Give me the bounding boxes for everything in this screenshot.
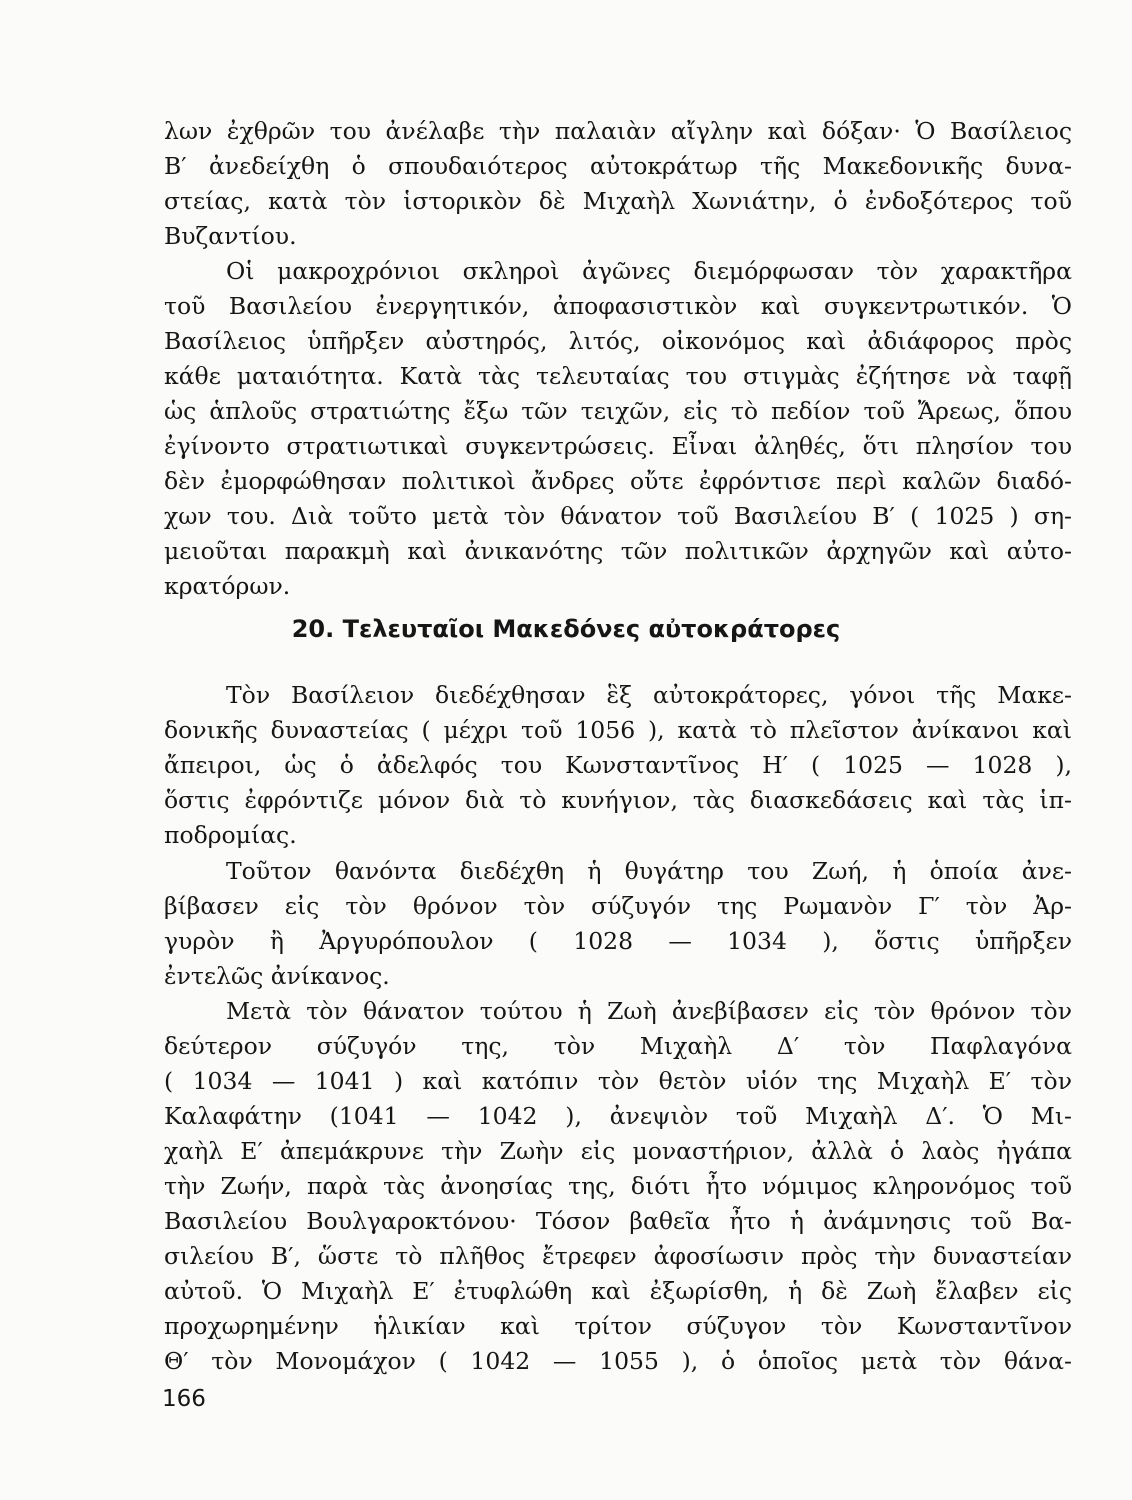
text-line: προχωρημένην ἡλικίαν καὶ τρίτον σύζυγον τὸν Κωνσταντῖνον [164,1312,1072,1340]
text-line: Θ′ τὸν Μονομάχον ( 1042 — 1055 ), ὁ ὁποῖος μετὰ τὸν θάνα- [164,1347,1072,1375]
text-line: ἐγίνοντο στρατιωτικαὶ συγκεντρώσεις. Εἶναι ἀληθές, ὅτι πλησίον του [164,432,1072,460]
paragraph-first-line: Τὸν Βασίλειον διεδέχθησαν ἓξ αὐτοκράτορες, γόνοι τῆς Μακε- [226,681,1072,709]
text-line: χαὴλ Ε′ ἀπεμάκρυνε τὴν Ζωὴν εἰς μοναστήριον, ἀλλὰ ὁ λαὸς ἠγάπα [164,1137,1072,1165]
section-heading: 20. Τελευταῖοι Μακεδόνες αὐτοκράτορες [291,615,841,643]
text-line: δὲν ἐμορφώθησαν πολιτικοὶ ἄνδρες οὔτε ἐφρόντισε περὶ καλῶν διαδό- [164,467,1072,495]
text-line: στείας, κατὰ τὸν ἱστορικὸν δὲ Μιχαὴλ Χωνιάτην, ὁ ἐνδοξότερος τοῦ [164,187,1072,215]
text-line: γυρὸν ἢ Ἀργυρόπουλον ( 1028 — 1034 ), ὅστις ὑπῆρξεν [164,927,1072,955]
text-line: Καλαφάτην (1041 — 1042 ), ἀνεψιὸν τοῦ Μιχαὴλ Δ′. Ὁ Μι- [164,1102,1072,1130]
page-number: 166 [162,1386,206,1412]
paragraph-first-line: Οἱ μακροχρόνιοι σκληροὶ ἀγῶνες διεμόρφωσαν τὸν χαρακτῆρα [226,257,1072,285]
paragraph-first-line: Τοῦτον θανόντα διεδέχθη ἡ θυγάτηρ του Ζωή, ἡ ὁποία ἀνε- [226,857,1072,885]
text-line: Βασίλειος ὑπῆρξεν αὐστηρός, λιτός, οἰκονόμος καὶ ἀδιάφορος πρὸς [164,327,1072,355]
text-line: Βασιλείου Βουλγαροκτόνου· Τόσον βαθεῖα ἦτο ἡ ἀνάμνησις τοῦ Βα- [164,1207,1072,1235]
text-line: ποδρομίας. [164,821,297,849]
text-line: τὴν Ζωήν, παρὰ τὰς ἀνοησίας της, διότι ἦτο νόμιμος κληρονόμος τοῦ [164,1172,1072,1200]
text-line: σιλείου Β′, ὥστε τὸ πλῆθος ἔτρεφεν ἀφοσίωσιν πρὸς τὴν δυναστείαν [164,1242,1072,1270]
paragraph-first-line: Μετὰ τὸν θάνατον τούτου ἡ Ζωὴ ἀνεβίβασεν εἰς τὸν θρόνον τὸν [226,997,1072,1025]
text-line: δονικῆς δυναστείας ( μέχρι τοῦ 1056 ), κατὰ τὸ πλεῖστον ἀνίκανοι καὶ [164,716,1072,744]
text-line: μειοῦται παρακμὴ καὶ ἀνικανότης τῶν πολιτικῶν ἀρχηγῶν καὶ αὐτο- [164,537,1072,565]
text-line: ( 1034 — 1041 ) καὶ κατόπιν τὸν θετὸν υἱόν της Μιχαὴλ Ε′ τὸν [164,1067,1072,1095]
text-line: ἐντελῶς ἀνίκανος. [164,962,390,990]
text-line: κρατόρων. [164,572,291,600]
text-line: βίβασεν εἰς τὸν θρόνον τὸν σύζυγόν της Ρωμανὸν Γ′ τὸν Ἀρ- [164,892,1072,920]
text-line: ὡς ἁπλοῦς στρατιώτης ἔξω τῶν τειχῶν, εἰς τὸ πεδίον τοῦ Ἄρεως, ὅπου [164,397,1072,425]
text-line: λων ἐχθρῶν του ἀνέλαβε τὴν παλαιὰν αἴγλην καὶ δόξαν· Ὁ Βασίλειος [164,117,1072,145]
text-line: ὅστις ἐφρόντιζε μόνον διὰ τὸ κυνήγιον, τὰς διασκεδάσεις καὶ τὰς ἱπ- [164,786,1072,814]
text-line: τοῦ Βασιλείου ἐνεργητικόν, ἀποφασιστικὸν καὶ συγκεντρωτικόν. Ὁ [164,292,1072,320]
text-line: αὐτοῦ. Ὁ Μιχαὴλ Ε′ ἐτυφλώθη καὶ ἐξωρίσθη, ἡ δὲ Ζωὴ ἔλαβεν εἰς [164,1277,1072,1305]
text-line: δεύτερον σύζυγόν της, τὸν Μιχαὴλ Δ′ τὸν Παφλαγόνα [164,1032,1072,1060]
text-line: ἄπειροι, ὡς ὁ ἀδελφός του Κωνσταντῖνος Η′ ( 1025 — 1028 ), [164,751,1072,779]
text-line: Βυζαντίου. [164,222,297,250]
text-line: κάθε ματαιότητα. Κατὰ τὰς τελευταίας του στιγμὰς ἐζήτησε νὰ ταφῇ [164,362,1072,390]
text-line: χων του. Διὰ τοῦτο μετὰ τὸν θάνατον τοῦ Βασιλείου Β′ ( 1025 ) ση- [164,502,1072,530]
text-line: Β′ ἀνεδείχθη ὁ σπουδαιότερος αὐτοκράτωρ τῆς Μακεδονικῆς δυνα- [164,152,1072,180]
